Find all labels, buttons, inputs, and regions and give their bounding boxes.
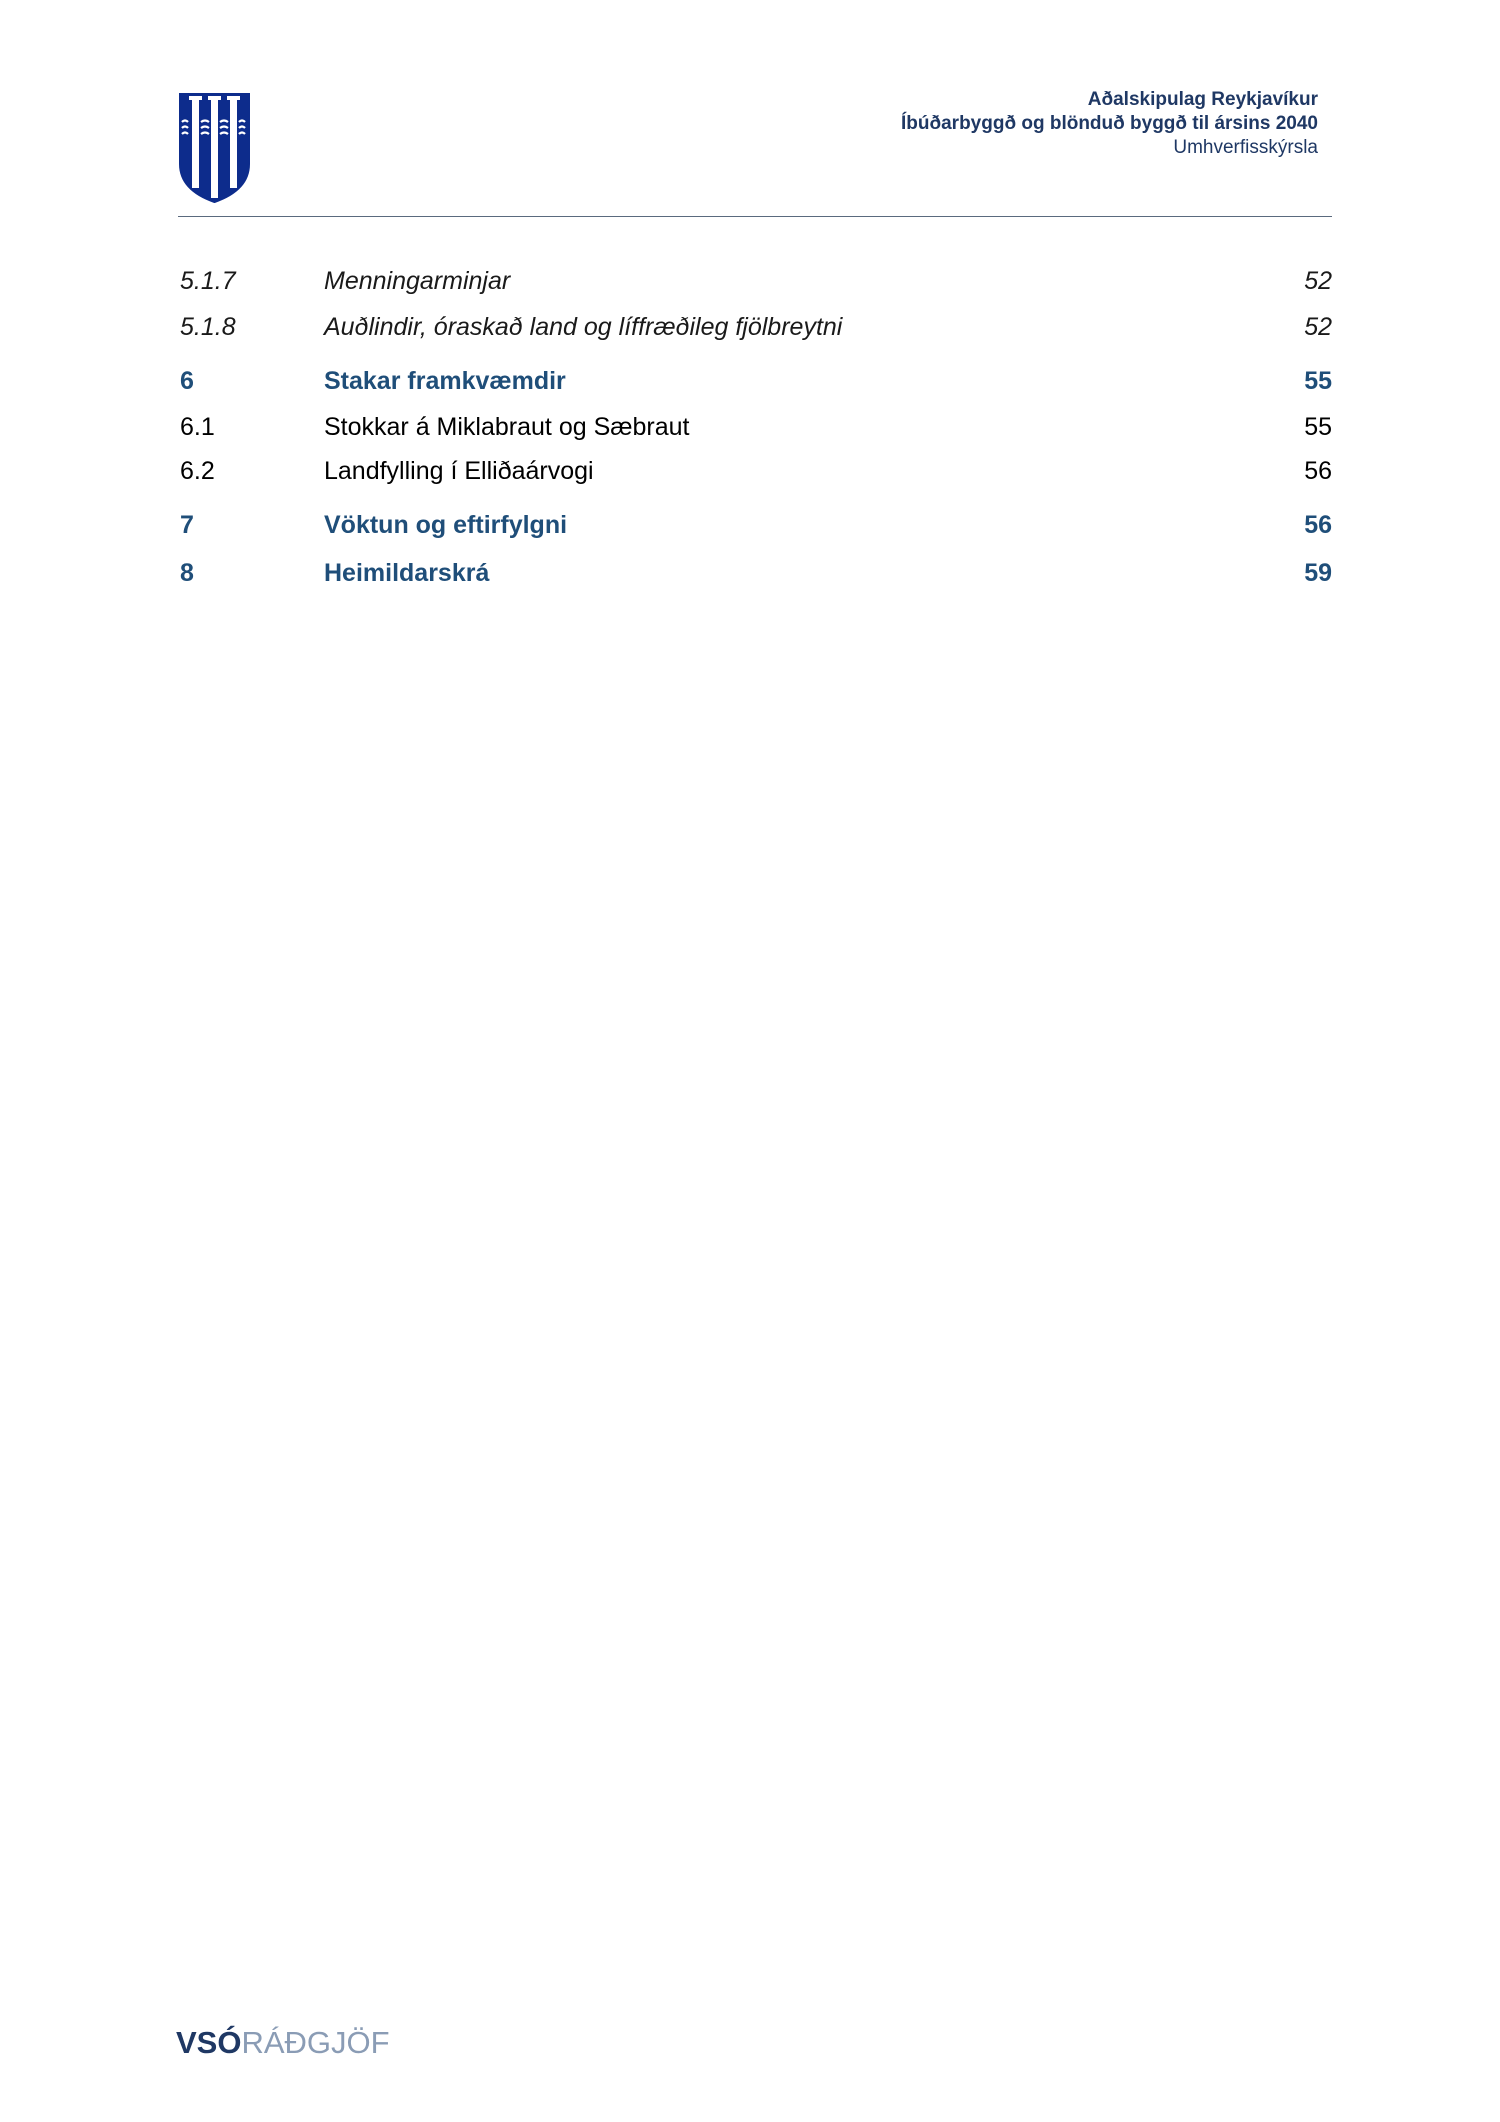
toc-title: Auðlindir, óraskað land og líffræðileg fjölbreytni [324, 313, 843, 341]
vso-radgjof-logo [176, 2025, 390, 2061]
toc-entry[interactable] [178, 309, 1332, 355]
toc-number: 5.1.8 [180, 313, 236, 341]
toc-page: 59 [1304, 559, 1332, 587]
header-doc-type: Umhverfisskýrsla [1173, 137, 1318, 158]
toc-title: Vöktun og eftirfylgni [324, 511, 568, 539]
toc-title: Stakar framkvæmdir [324, 367, 566, 395]
toc-number: 6.2 [180, 457, 215, 485]
toc-number: 5.1.7 [180, 267, 236, 295]
toc-entry[interactable] [178, 555, 1332, 601]
footer-brand-light: RÁÐGJÖF [241, 2025, 390, 2060]
toc-number: 6 [180, 367, 194, 395]
toc-number: 7 [180, 511, 194, 539]
toc-entry[interactable] [178, 507, 1332, 553]
header-divider [178, 216, 1332, 217]
document-header [901, 88, 1318, 160]
toc-entry[interactable] [178, 453, 1332, 499]
header-title: Aðalskipulag Reykjavíkur [1087, 89, 1318, 110]
toc-page: 55 [1304, 367, 1332, 395]
toc-title: Landfylling í Elliðaárvogi [324, 457, 594, 485]
header-subtitle: Íbúðarbyggð og blönduð byggð til ársins 2040 [901, 113, 1318, 134]
toc-page: 55 [1304, 413, 1332, 441]
toc-page: 52 [1304, 267, 1332, 295]
toc-title: Heimildarskrá [324, 559, 490, 587]
coat-of-arms-icon [178, 92, 251, 204]
toc-page: 56 [1304, 457, 1332, 485]
toc-page: 56 [1304, 511, 1332, 539]
footer-brand-bold: VSÓ [176, 2025, 242, 2060]
toc-page: 52 [1304, 313, 1332, 341]
toc-number: 8 [180, 559, 194, 587]
table-of-contents [178, 263, 1332, 601]
toc-title: Menningarminjar [324, 267, 511, 295]
toc-entry[interactable] [178, 409, 1332, 453]
toc-title: Stokkar á Miklabraut og Sæbraut [324, 413, 690, 441]
toc-entry[interactable] [178, 363, 1332, 409]
toc-number: 6.1 [180, 413, 215, 441]
toc-entry[interactable] [178, 263, 1332, 309]
